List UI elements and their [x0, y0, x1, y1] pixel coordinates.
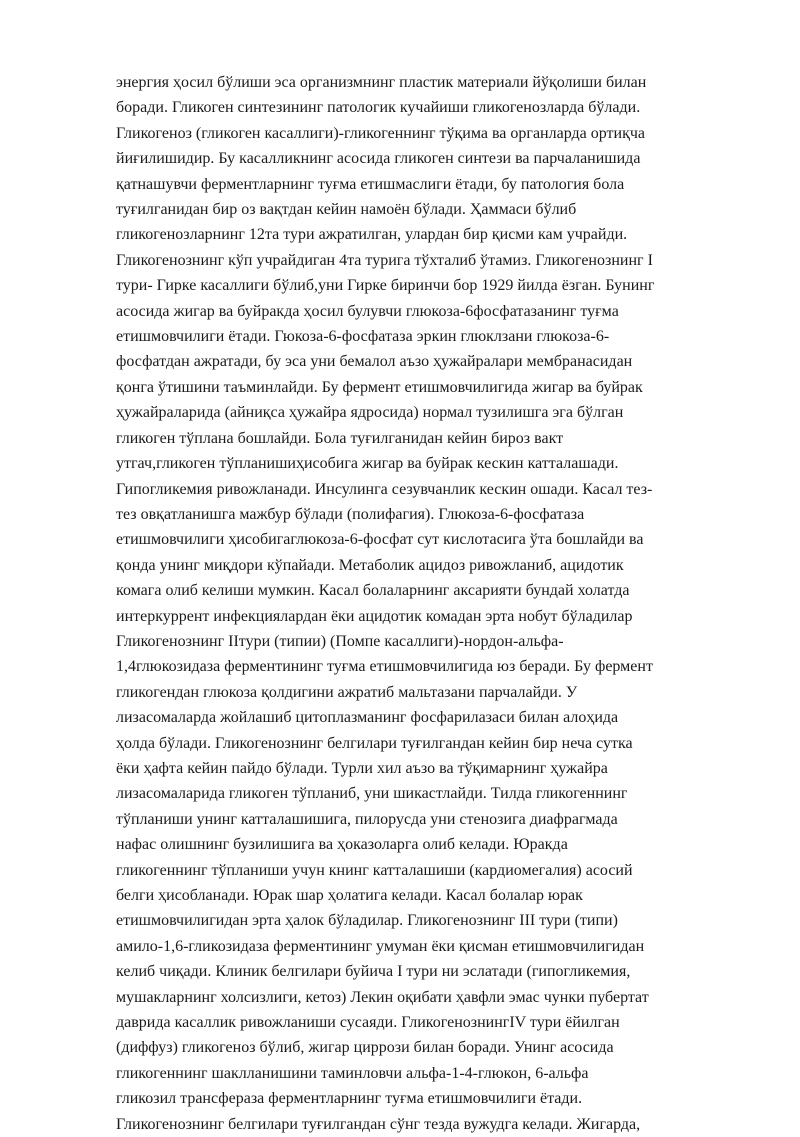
text-line: Гликогеноз (гликоген касаллиги)-гликогеннинг тўқима ва органларда ортиқча: [116, 124, 645, 142]
text-line: лизасомаларида гликоген тўпланиб, уни шикастлайди. Тилда гликогеннинг: [116, 785, 628, 803]
text-line: (диффуз) гликогеноз бўлиб, жигар циррози билан боради. Унинг асосида: [116, 1039, 614, 1057]
text-line: етишмовчилиги ҳисобигаглюкоза-6-фосфат сут кислотасига ўта бошлайди ва: [116, 531, 644, 549]
text-line: тез овқатланишга мажбур бўлади (полифагия). Глюкоза-6-фосфатаза: [116, 505, 585, 523]
text-line: Гликогенознинг кўп учрайдиган 4та турига тўхталиб ўтамиз. Гликогенознинг I: [116, 251, 653, 269]
text-line: лизасомаларда жойлашиб цитоплазманинг фосфарилазаси билан алоҳида: [116, 709, 619, 727]
text-line: комага олиб келиши мумкин. Касал болаларнинг аксарияти бундай холатда: [116, 582, 630, 600]
text-line: энергия ҳосил бўлиши эса организмнинг пластик материали йўқолиши билан: [116, 74, 647, 91]
text-line: гликогенозларнинг 12та тури ажратилган, улардан бир қисми кам учрайди.: [116, 226, 628, 244]
text-line: ҳужайраларида (айниқса ҳужайра ядросида) нормал тузилишга эга бўлган: [116, 404, 624, 422]
text-line: тўпланиши унинг катталашишига, пилорусда уни стенозига диафрагмада: [116, 810, 618, 828]
text-line: тури- Гирке касаллиги бўлиб,уни Гирке биринчи бор 1929 йилда ёзган. Бунинг: [116, 277, 655, 295]
text-line: етишмовчилигидан эрта ҳалок бўладилар. Гликогенознинг III тури (типи): [116, 912, 618, 930]
text-line: фосфатдан ажратади, бу эса уни бемалол аъзо ҳужайралари мембранасидан: [116, 353, 633, 371]
text-line: қатнашувчи ферментларнинг туғма етишмаслиги ётади, бу патология бола: [116, 175, 625, 193]
text-line: мушакларнинг холсизлиги, кетоз) Лекин оқибати ҳавфли эмас чунки пубертат: [116, 988, 649, 1006]
text-line: Гликогенознинг белгилари туғилгандан сўнг тезда вужудга келади. Жигарда,: [116, 1115, 641, 1133]
text-line: гликогеннинг шаклланишини таминловчи альфа-1-4-глюкон, 6-альфа: [116, 1064, 589, 1082]
text-line: ёки ҳафта кейин пайдо бўлади. Турли хил аъзо ва тўқимарнинг ҳужайра: [116, 759, 608, 777]
body-text: [116, 70, 742, 1137]
text-line: қонга ўтишини таъминлайди. Бу фермент етишмовчилигида жигар ва буйрак: [116, 378, 643, 396]
text-line: йиғилишидир. Бу касалликнинг асосида гликоген синтези ва парчаланишида: [116, 150, 641, 168]
text-line: ҳолда бўлади. Гликогенознинг белгилари туғилгандан кейин бир неча сутка: [116, 734, 633, 752]
text-line: етишмовчилиги ётади. Гюкоза-6-фосфатаза эркин глюклзани глюкоза-6-: [116, 328, 610, 346]
text-line: гликогендан глюкоза қолдигини ажратиб мальтазани парчалайди. У: [116, 683, 578, 701]
text-line: туғилганидан бир оз вақтдан кейин намоён бўлади. Ҳаммаси бўлиб: [116, 201, 577, 219]
text-line: интеркуррент инфекциялардан ёки ацидотик комадан эрта нобут бўладилар: [116, 607, 633, 625]
text-line: белги ҳисобланади. Юрак шар ҳолатига келади. Касал болалар юрак: [116, 887, 583, 904]
text-line: нафас олишнинг бузилишига ва ҳоказоларга олиб келади. Юракда: [116, 836, 568, 854]
text-line: Гликогенознинг IIтури (типии) (Помпе касаллиги)-нордон-альфа-: [116, 632, 564, 650]
text-line: боради. Гликоген синтезининг патологик кучайиши гликогенозларда бўлади.: [116, 99, 641, 117]
text-line: келиб чиқади. Клиник белгилари буйича I тури ни эслатади (гипогликемия,: [116, 963, 631, 981]
text-line: Гипогликемия ривожланади. Инсулинга сезувчанлик кескин ошади. Касал тез-: [116, 480, 653, 498]
document-page: [116, 70, 742, 1137]
text-line: асосида жигар ва буйракда ҳосил булувчи глюкоза-6фосфатазанинг туғма: [116, 302, 619, 320]
text-line: қонда унинг миқдори кўпайади. Метаболик ацидоз ривожланиб, ацидотик: [116, 556, 624, 574]
text-line: 1,4глюкозидаза ферментининг туғма етишмовчилигида юз беради. Бу фермент: [116, 658, 653, 676]
text-line: амило-1,6-гликозидаза ферментининг умуман ёки қисман етишмовчилигидан: [116, 937, 645, 955]
text-line: гликоген тўплана бошлайди. Бола туғилганидан кейин бироз вакт: [116, 429, 564, 447]
text-line: утгач,гликоген тўпланишиҳисобига жигар ва буйрак кескин катталашади.: [116, 455, 619, 473]
text-line: гликогеннинг тўпланиши учун книнг катталашиши (кардиомегалия) асосий: [116, 861, 633, 879]
text-line: гликозил трансфераза ферментларнинг туғма етишмовчилиги ётади.: [116, 1090, 583, 1108]
text-line: даврида касаллик ривожланиши сусаяди. ГликогенознингIV тури ёйилган: [116, 1014, 620, 1032]
